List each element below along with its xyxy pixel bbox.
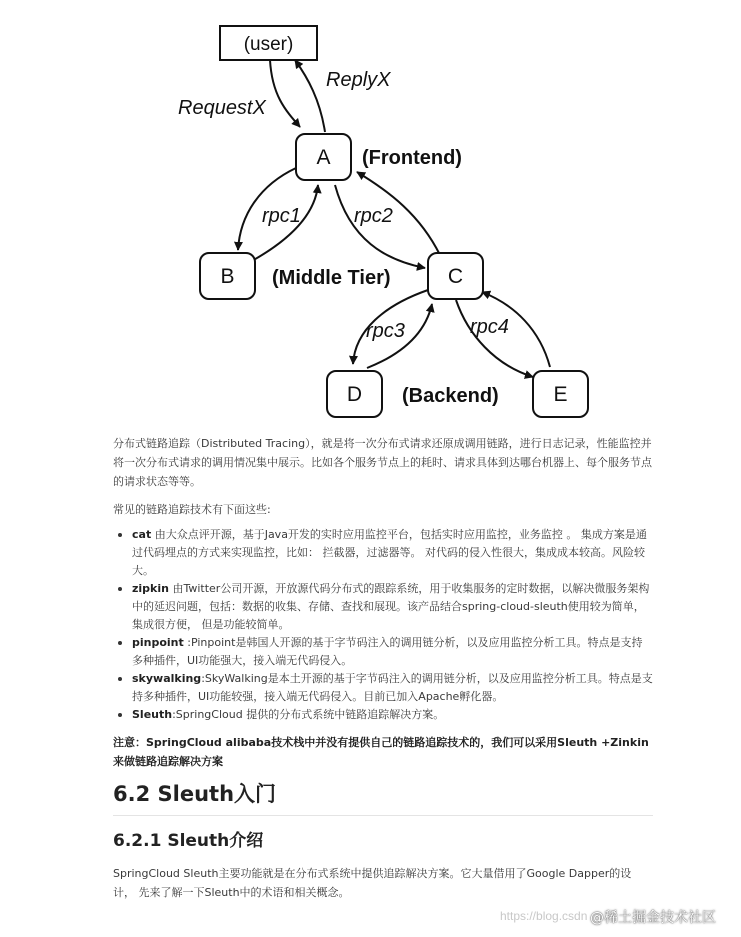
tracing-diagram (0, 0, 741, 425)
term-sleuth: Sleuth (132, 708, 173, 721)
desc-cat: 由大众点评开源，基于Java开发的实时应用监控平台，包括实时应用监控，业务监控 。 集成方案是通过代码埋点的方式来实现监控，比如： 拦截器，过滤器等。 对代码的侵入性很大，集成成本较高。风险较大。 (132, 528, 647, 577)
watermark-url: https://blog.csdn (500, 909, 588, 923)
desc-zipkin: 由Twitter公司开源，开放源代码分布式的跟踪系统，用于收集服务的定时数据，以解决微服务架构中的延迟问题，包括：数据的收集、存储、查找和展现。该产品结合spring-cloud-sleuth使用较为简单， 集成很方便， 但是功能较简单。 (132, 582, 650, 631)
node-e (533, 371, 588, 417)
svg-text:A: A (316, 146, 331, 169)
svg-text:E: E (553, 383, 568, 406)
desc-pinpoint: :Pinpoint是韩国人开源的基于字节码注入的调用链分析，以及应用监控分析工具。特点是支持多种插件，UI功能强大，接入端无代码侵入。 (132, 636, 643, 667)
svg-text:B: B (220, 265, 235, 288)
desc-sleuth: :SpringCloud 提供的分布式系统中链路追踪解决方案。 (172, 708, 445, 721)
svg-text:(user): (user) (243, 34, 294, 55)
list-item-cat (113, 526, 653, 580)
tracing-tools-list (113, 526, 653, 724)
term-pinpoint: pinpoint (132, 636, 184, 649)
node-c (428, 253, 483, 299)
article-body (113, 434, 653, 902)
label-rpc2: rpc2 (354, 205, 393, 227)
list-item-sleuth (113, 706, 653, 724)
tier-backend: (Backend) (402, 385, 499, 407)
label-rpc3: rpc3 (366, 320, 405, 342)
svg-text:D: D (346, 383, 363, 406)
node-d (327, 371, 382, 417)
note-paragraph: 注意：SpringCloud alibaba技术栈中并没有提供自己的链路追踪技术的，我们可以采用Sleuth +Zinkin来做链路追踪解决方案 (113, 736, 649, 768)
section-heading: 6.2 Sleuth入门 (113, 779, 653, 816)
edge-rpc4-c-e (456, 300, 533, 377)
label-request: RequestX (178, 97, 266, 119)
list-item-zipkin (113, 580, 653, 634)
term-zipkin: zipkin (132, 582, 169, 595)
term-cat: cat (132, 528, 152, 541)
sleuth-intro-paragraph: SpringCloud Sleuth主要功能就是在分布式系统中提供追踪解决方案。它大量借用了Google Dapper的设计， 先来了解一下Sleuth中的术语和相关概念。 (113, 867, 632, 899)
tier-middle: (Middle Tier) (272, 267, 391, 289)
label-rpc4: rpc4 (470, 316, 509, 338)
desc-skywalking: :SkyWalking是本土开源的基于字节码注入的调用链分析，以及应用监控分析工具。特点是支持多种插件，UI功能较强，接入端无代码侵入。目前已加入Apache孵化器。 (132, 672, 653, 703)
node-user (220, 26, 317, 60)
tier-frontend: (Frontend) (362, 147, 462, 169)
list-item-pinpoint (113, 634, 653, 670)
node-b (200, 253, 255, 299)
list-item-skywalking (113, 670, 653, 706)
edge-reply (295, 60, 325, 132)
subsection-heading: 6.2.1 Sleuth介绍 (113, 831, 264, 851)
intro-paragraph: 分布式链路追踪（Distributed Tracing），就是将一次分布式请求还原成调用链路，进行日志记录，性能监控并将一次分布式请求的调用情况集中展示。比如各个服务节点上的耗时、请求具体到达哪台机器上、每个服务节点的请求状态等等。 (113, 437, 652, 488)
edge-request (270, 60, 300, 127)
list-intro: 常见的链路追踪技术有下面这些: (113, 503, 271, 516)
label-reply: ReplyX (326, 69, 391, 91)
svg-text:C: C (447, 265, 464, 288)
term-skywalking: skywalking (132, 672, 202, 685)
label-rpc1: rpc1 (262, 205, 301, 227)
node-a (296, 134, 351, 180)
watermark-brand: @稀土掘金技术社区 (590, 910, 716, 926)
